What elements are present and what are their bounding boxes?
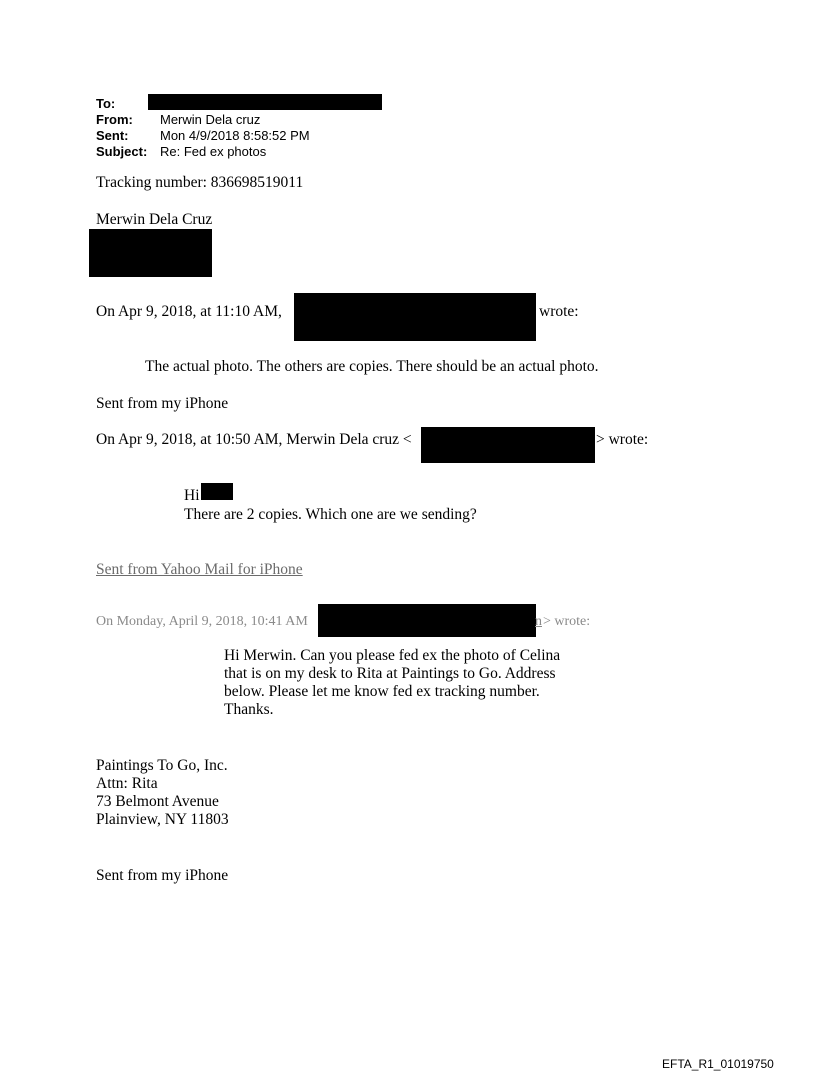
address-line: Attn: Rita [96,775,158,792]
address-line: 73 Belmont Avenue [96,793,219,810]
redacted-email-2 [318,604,536,637]
mailing-address [96,757,229,829]
signature-name: Merwin Dela Cruz [96,211,213,228]
to-label: To: [96,96,116,111]
from-label: From: [96,112,133,127]
reply2-wrote: > wrote: [596,431,649,448]
reply3-email-tail: n [535,614,542,629]
reply1-attribution: On Apr 9, 2018, at 11:10 AM, [96,303,282,320]
redacted-greeting-name [201,483,233,500]
reply3-line: that is on my desk to Rita at Paintings to Go. Address [224,665,556,682]
reply3-wrote: > wrote: [543,614,591,629]
reply3-line: Thanks. [224,701,274,718]
reply2-attribution: On Apr 9, 2018, at 10:50 AM, Merwin Dela cruz < [96,431,412,448]
reply3-message [224,647,560,719]
address-line: Plainview, NY 11803 [96,811,229,828]
sent-from-iphone-1: Sent from my iPhone [96,395,229,412]
redacted-signature-block [89,229,212,277]
reply1-message: The actual photo. The others are copies. There should be an actual photo. [145,358,599,375]
yahoo-mail-link[interactable]: Sent from Yahoo Mail for iPhone [96,561,303,578]
redacted-recipient [148,94,382,110]
redacted-sender-1 [294,293,536,341]
reply3-attribution: On Monday, April 9, 2018, 10:41 AM [96,614,308,629]
sent-label: Sent: [96,128,129,143]
sent-value: Mon 4/9/2018 8:58:52 PM [160,128,310,143]
sent-from-iphone-2: Sent from my iPhone [96,867,229,884]
address-line: Paintings To Go, Inc. [96,757,228,774]
document-id: EFTA_R1_01019750 [662,1057,774,1071]
redacted-email-1 [421,427,595,463]
tracking-number-line: Tracking number: 836698519011 [96,174,304,191]
subject-label: Subject: [96,144,148,159]
reply2-greeting: Hi [184,487,200,504]
reply3-line: below. Please let me know fed ex tracking number. [224,683,540,700]
reply2-message: There are 2 copies. Which one are we sending? [184,506,477,523]
subject-value: Re: Fed ex photos [160,144,267,159]
from-value: Merwin Dela cruz [160,112,261,127]
reply1-wrote: wrote: [539,303,579,320]
reply3-line: Hi Merwin. Can you please fed ex the photo of Celina [224,647,561,664]
